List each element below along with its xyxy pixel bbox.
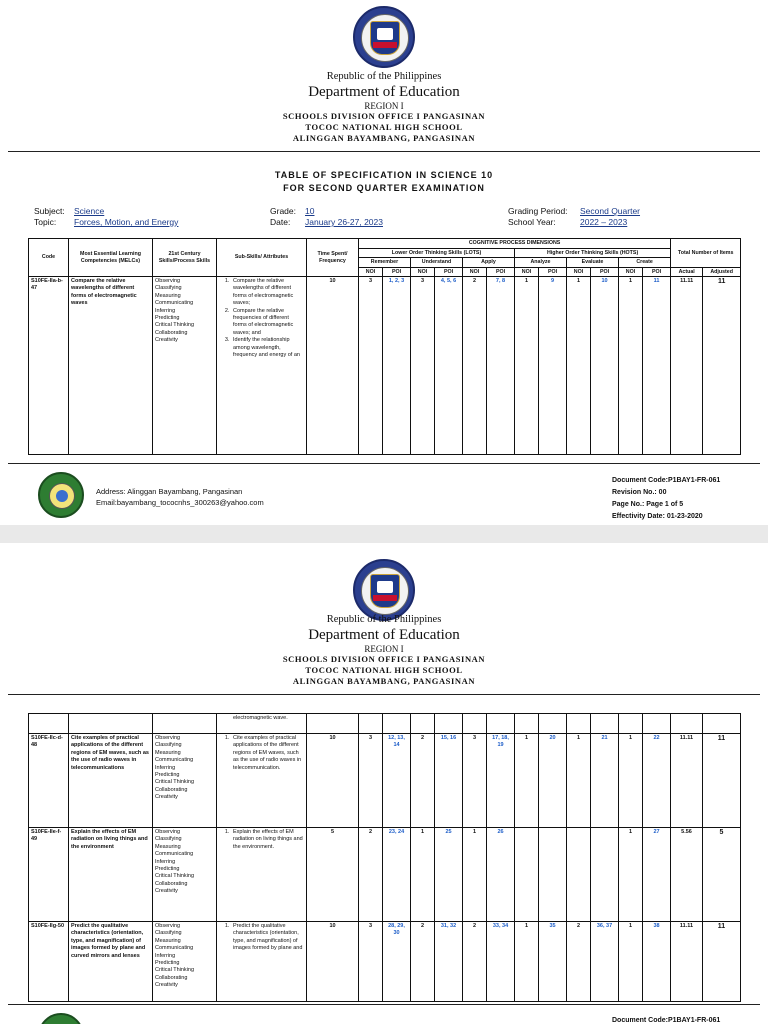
row-melc: Explain the effects of EM radiation on living things and the environment <box>69 828 153 922</box>
header-department: Department of Education <box>308 84 460 100</box>
period-value: Second Quarter <box>580 206 641 216</box>
th-code: Code <box>29 239 69 277</box>
th-lots: Lower Order Thinking Skills (LOTS) <box>359 248 515 258</box>
subject-value: Science <box>74 206 105 216</box>
eva-poi: 21 <box>591 734 619 828</box>
document-page-2 <box>0 543 768 1024</box>
header-republic: Republic of the Philippines <box>326 614 442 625</box>
actual-count: 5.56 <box>671 828 703 922</box>
th-poi: POI <box>591 267 619 277</box>
sub-item: 1. Predict the qualitative characteristics (orientation, type, and magnification) of images formed by plane and <box>231 923 304 953</box>
und-poi: 15, 16 <box>435 734 463 828</box>
th-poi: POI <box>487 267 515 277</box>
adjusted-count: 5 <box>703 828 741 922</box>
eva-poi: 10 <box>591 277 619 455</box>
doc-page: Page No.: Page 1 of 5 <box>612 501 684 508</box>
th-poi: POI <box>383 267 411 277</box>
row-melc: Compare the relative wavelengths of different forms of electromagnetic waves <box>69 277 153 455</box>
doc-code: Document Code:P1BAY1-FR-061 <box>612 477 721 484</box>
row-skills: Observing Classifying Measuring Communicating Inferring Predicting Critical Thinking Collaborating Creativity <box>153 277 217 455</box>
eva-noi <box>567 828 591 922</box>
cre-poi: 22 <box>643 734 671 828</box>
th-noi: NOI <box>567 267 591 277</box>
footer-divider <box>8 1004 760 1005</box>
year-label: School Year: <box>508 217 556 227</box>
row-code: S10FE-IIe-f-49 <box>29 828 69 922</box>
th-remember: Remember <box>359 258 411 268</box>
date-value: January 26-27, 2023 <box>305 217 383 227</box>
eva-poi: 36, 37 <box>591 922 619 1002</box>
app-noi: 2 <box>463 922 487 1002</box>
header-school: TOCOC NATIONAL HIGH SCHOOL <box>305 665 463 675</box>
app-noi: 3 <box>463 734 487 828</box>
und-poi: 4, 5, 6 <box>435 277 463 455</box>
deped-seal-icon <box>353 559 415 621</box>
period-label: Grading Period: <box>508 206 568 216</box>
ana-noi: 1 <box>515 922 539 1002</box>
th-noi: NOI <box>411 267 435 277</box>
header-division: SCHOOLS DIVISION OFFICE I PANGASINAN <box>282 654 486 664</box>
app-poi: 17, 18, 19 <box>487 734 515 828</box>
row-sub <box>217 922 307 1002</box>
doc-title-line1: TABLE OF SPECIFICATION IN SCIENCE 10 <box>274 170 494 180</box>
row-melc: Cite examples of practical applications of the different regions of EM waves, such as the use of radio waves in telecommunications <box>69 734 153 828</box>
topic-label: Topic: <box>34 217 57 227</box>
row-sub <box>217 734 307 828</box>
cre-noi: 1 <box>619 277 643 455</box>
school-logo-icon <box>38 1013 84 1024</box>
doc-code: Document Code:P1BAY1-FR-061 <box>612 1017 721 1024</box>
th-noi: NOI <box>619 267 643 277</box>
rem-poi: 12, 13, 14 <box>383 734 411 828</box>
grade-label: Grade: <box>270 206 296 216</box>
doc-revision: Revision No.: 00 <box>612 489 667 496</box>
header-department: Department of Education <box>308 627 460 643</box>
rem-poi: 28, 29, 30 <box>383 922 411 1002</box>
ana-noi <box>515 828 539 922</box>
th-poi: POI <box>539 267 567 277</box>
eva-noi: 1 <box>567 734 591 828</box>
sub-item: 1. Compare the relative wavelengths of different forms of electromagnetic waves; <box>231 278 304 308</box>
th-actual: Actual <box>671 267 703 277</box>
th-noi: NOI <box>515 267 539 277</box>
header-location: ALINGGAN BAYAMBANG, PANGASINAN <box>292 676 476 686</box>
table-row <box>29 714 741 734</box>
row-time: 10 <box>307 922 359 1002</box>
cre-noi: 1 <box>619 828 643 922</box>
header-location: ALINGGAN BAYAMBANG, PANGASINAN <box>292 133 476 143</box>
th-noi: NOI <box>463 267 487 277</box>
year-value: 2022 – 2023 <box>580 217 628 227</box>
school-logo-icon <box>38 472 84 518</box>
row-skills: Observing Classifying Measuring Communicating Inferring Predicting Critical Thinking Collaborating Creativity <box>153 922 217 1002</box>
header-region: REGION I <box>364 644 404 654</box>
row-skills: Observing Classifying Measuring Communicating Inferring Predicting Critical Thinking Collaborating Creativity <box>153 828 217 922</box>
actual-count: 11.11 <box>671 734 703 828</box>
sub-item: 3. Identify the relationship among wavelength, frequency and energy of an <box>231 337 304 359</box>
th-evaluate: Evaluate <box>567 258 619 268</box>
tos-table-page2 <box>28 713 741 1002</box>
tos-table-page1 <box>28 238 741 455</box>
rem-noi: 3 <box>359 734 383 828</box>
eva-noi: 2 <box>567 922 591 1002</box>
header-region: REGION I <box>364 101 404 111</box>
rem-noi: 3 <box>359 277 383 455</box>
header-republic: Republic of the Philippines <box>326 71 442 82</box>
th-poi: POI <box>435 267 463 277</box>
topic-value: Forces, Motion, and Energy <box>74 217 179 227</box>
th-hots: Higher Order Thinking Skills (HOTS) <box>515 248 671 258</box>
row-sub <box>217 828 307 922</box>
cre-poi: 27 <box>643 828 671 922</box>
table-row <box>29 734 741 828</box>
row-code: S10FE-IIa-b-47 <box>29 277 69 455</box>
cre-noi: 1 <box>619 922 643 1002</box>
header-divider <box>8 694 760 695</box>
footer-divider <box>8 463 760 464</box>
row-code: S10FE-IIc-d-48 <box>29 734 69 828</box>
th-poi: POI <box>643 267 671 277</box>
app-poi: 7, 8 <box>487 277 515 455</box>
rem-noi: 2 <box>359 828 383 922</box>
app-poi: 33, 34 <box>487 922 515 1002</box>
adjusted-count: 11 <box>703 277 741 455</box>
und-noi: 2 <box>411 922 435 1002</box>
actual-count: 11.11 <box>671 277 703 455</box>
header-division: SCHOOLS DIVISION OFFICE I PANGASINAN <box>282 111 486 121</box>
adjusted-count: 11 <box>703 922 741 1002</box>
th-analyze: Analyze <box>515 258 567 268</box>
ana-noi: 1 <box>515 277 539 455</box>
doc-effectivity: Effectivity Date: 01-23-2020 <box>612 513 703 520</box>
und-noi: 2 <box>411 734 435 828</box>
und-poi: 25 <box>435 828 463 922</box>
th-adjusted: Adjusted <box>703 267 741 277</box>
actual-count: 11.11 <box>671 922 703 1002</box>
row-time: 10 <box>307 734 359 828</box>
sub-item: 1. Cite examples of practical applications of the different regions of EM waves, such as the use of radio waves in telecommunication. <box>231 735 304 772</box>
footer-address: Address: Alinggan Bayambang, Pangasinan <box>96 487 243 496</box>
th-skills: 21st Century Skills/Process Skills <box>153 239 217 277</box>
rem-noi: 3 <box>359 922 383 1002</box>
grade-value: 10 <box>305 206 315 216</box>
sub-item: 2. Compare the relative frequencies of different forms of electromagnetic waves; and <box>231 308 304 338</box>
doc-title-line2: FOR SECOND QUARTER EXAMINATION <box>283 183 485 193</box>
sub-item: 1. Explain the effects of EM radiation on living things and the environment. <box>231 829 304 851</box>
deped-seal-icon <box>353 6 415 68</box>
app-noi: 2 <box>463 277 487 455</box>
rem-poi: 23, 24 <box>383 828 411 922</box>
app-poi: 26 <box>487 828 515 922</box>
row-time: 5 <box>307 828 359 922</box>
cre-poi: 11 <box>643 277 671 455</box>
header-divider <box>8 151 760 152</box>
und-noi: 3 <box>411 277 435 455</box>
footer-email: Email:bayambang_tococnhs_300263@yahoo.com <box>96 498 264 507</box>
th-time: Time Spent/ Frequency <box>307 239 359 277</box>
th-cpd: COGNITIVE PROCESS DIMENSIONS <box>359 239 671 249</box>
th-understand: Understand <box>411 258 463 268</box>
app-noi: 1 <box>463 828 487 922</box>
ana-noi: 1 <box>515 734 539 828</box>
eva-poi <box>591 828 619 922</box>
und-noi: 1 <box>411 828 435 922</box>
row-skills: Observing Classifying Measuring Communicating Inferring Predicting Critical Thinking Collaborating Creativity <box>153 734 217 828</box>
table-row <box>29 277 741 455</box>
ana-poi: 35 <box>539 922 567 1002</box>
cre-poi: 38 <box>643 922 671 1002</box>
date-label: Date: <box>270 217 291 227</box>
th-noi: NOI <box>359 267 383 277</box>
table-row <box>29 922 741 1002</box>
th-apply: Apply <box>463 258 515 268</box>
row-melc: Predict the qualitative characteristics (orientation, type, and magnification) of images formed by plane and curved mirrors and lenses <box>69 922 153 1002</box>
cre-noi: 1 <box>619 734 643 828</box>
ana-poi <box>539 828 567 922</box>
und-poi: 31, 32 <box>435 922 463 1002</box>
eva-noi: 1 <box>567 277 591 455</box>
th-sub: Sub-Skills/ Attributes <box>217 239 307 277</box>
th-total: Total Number of Items <box>671 239 741 268</box>
rem-poi: 1, 2, 3 <box>383 277 411 455</box>
row-sub <box>217 277 307 455</box>
th-melc: Most Essential Learning Competencies (MELCs) <box>69 239 153 277</box>
th-create: Create <box>619 258 671 268</box>
subject-label: Subject: <box>34 206 65 216</box>
header-school: TOCOC NATIONAL HIGH SCHOOL <box>305 122 463 132</box>
row-time: 10 <box>307 277 359 455</box>
ana-poi: 9 <box>539 277 567 455</box>
row-code: S10FE-IIg-50 <box>29 922 69 1002</box>
ana-poi: 20 <box>539 734 567 828</box>
adjusted-count: 11 <box>703 734 741 828</box>
table-row <box>29 828 741 922</box>
row-sub-continued: electromagnetic wave. <box>217 714 307 734</box>
